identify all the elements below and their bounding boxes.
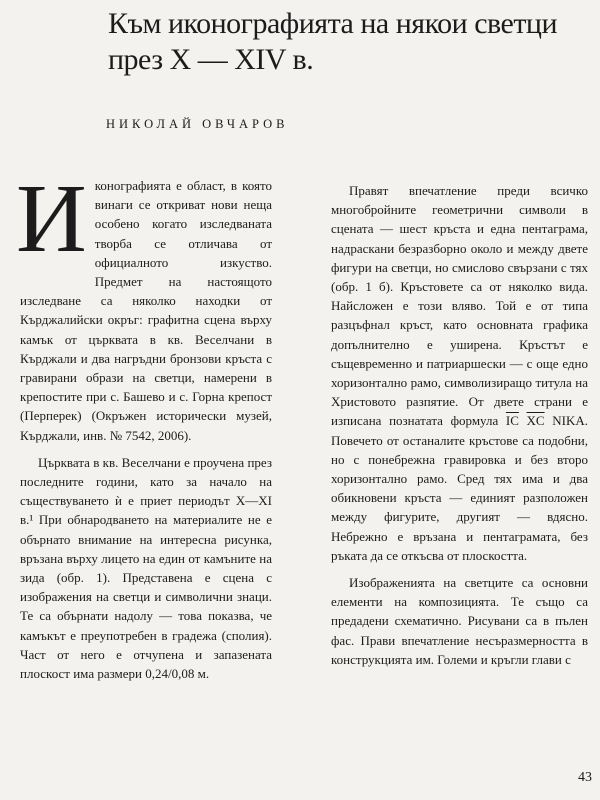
- ic-abbreviation: $\overline{IC}$: [505, 413, 519, 429]
- left-paragraph-2: Църквата в кв. Веселчани е проучена през последните години, като за начало на съществуването ѝ е приет периодът X—XI в.¹ При обнародването на материалите не е обърнато внимание на интересна рисунка, връзана върху лицето на един от камъните на зида (обр. 1). Представена е сцена с изображения на светци и символични знаци. Те са обърнати надолу — това показва, че камъкът е преупотребен в градежа (сполия). Част от него е отчупена и запазената плоскост има размери 0,24/0,08 м.: [20, 454, 272, 682]
- left-column: [16, 165, 272, 683]
- right-paragraph-2: Изображенията на светците са основни елементи на композицията. Те също са предадени схематично. Рисувани са в пълен фас. Прави впечатление несъразмерността в конструкцията им. Големи и кръгли глави с: [331, 575, 588, 667]
- right-paragraph-1-start: Правят впечатление преди всичко многобройните геометрични символи в сцената — шест кръста и една пентаграма, надраскани безразборно около и между двете фигури на светци, но смислово свързани с тях (обр. 1 б). Кръстовете са от няколко вида. Найсложен е този вляво. Той е от типа разцъфнал кръст, като основната графика допълнително е уширена. Кръстът е същевременно и патриаршески — с още едно хоризонтално рамо, символизиращо титула на Христовото разпятие. От двете страни е изписана познатата формула: [331, 183, 588, 429]
- left-paragraph-1-text: конографията е област, в която винаги се откриват нови неща особено когато изследваната творба се отличава от официалното изкуство. Предмет на настоящото изследване са няколко находки от Кърджалийски окръг: графитна сцена върху камък от църквата в кв. Веселчани в Кърджали и два нагръдни бронзови кръста с гравирани образи на светци, намерени в крепостите при с. Башево и с. Горна крепост (Перперек) (Окръжен исторически музей, Кърджали, инв. № 7542, 2006).: [20, 178, 272, 443]
- drop-cap: И: [16, 165, 87, 273]
- left-paragraph-1: [16, 165, 272, 445]
- right-column: [331, 181, 588, 669]
- title-line-2: през X — XIV в.: [108, 43, 314, 76]
- title-line-1: Към иконографията на някои светци: [108, 7, 558, 40]
- author-name: НИКОЛАЙ ОВЧАРОВ: [106, 117, 289, 131]
- right-paragraph-1: [331, 181, 588, 565]
- page-number: 43: [578, 770, 592, 785]
- article-title: [108, 6, 588, 78]
- xc-abbreviation: $\overline{XC}$: [526, 413, 545, 429]
- right-paragraph-1-end: NIKA. Повечето от останалите кръстове са подобни, но с понебрежна гравировка и без второ хоризонтално рамо. Сред тях има и два обикновени кръста — единият разположен между фигурите, другият — вдясно. Небрежно е връзана и пентаграмата, без ръката да се откъсва от плоскостта.: [331, 413, 589, 563]
